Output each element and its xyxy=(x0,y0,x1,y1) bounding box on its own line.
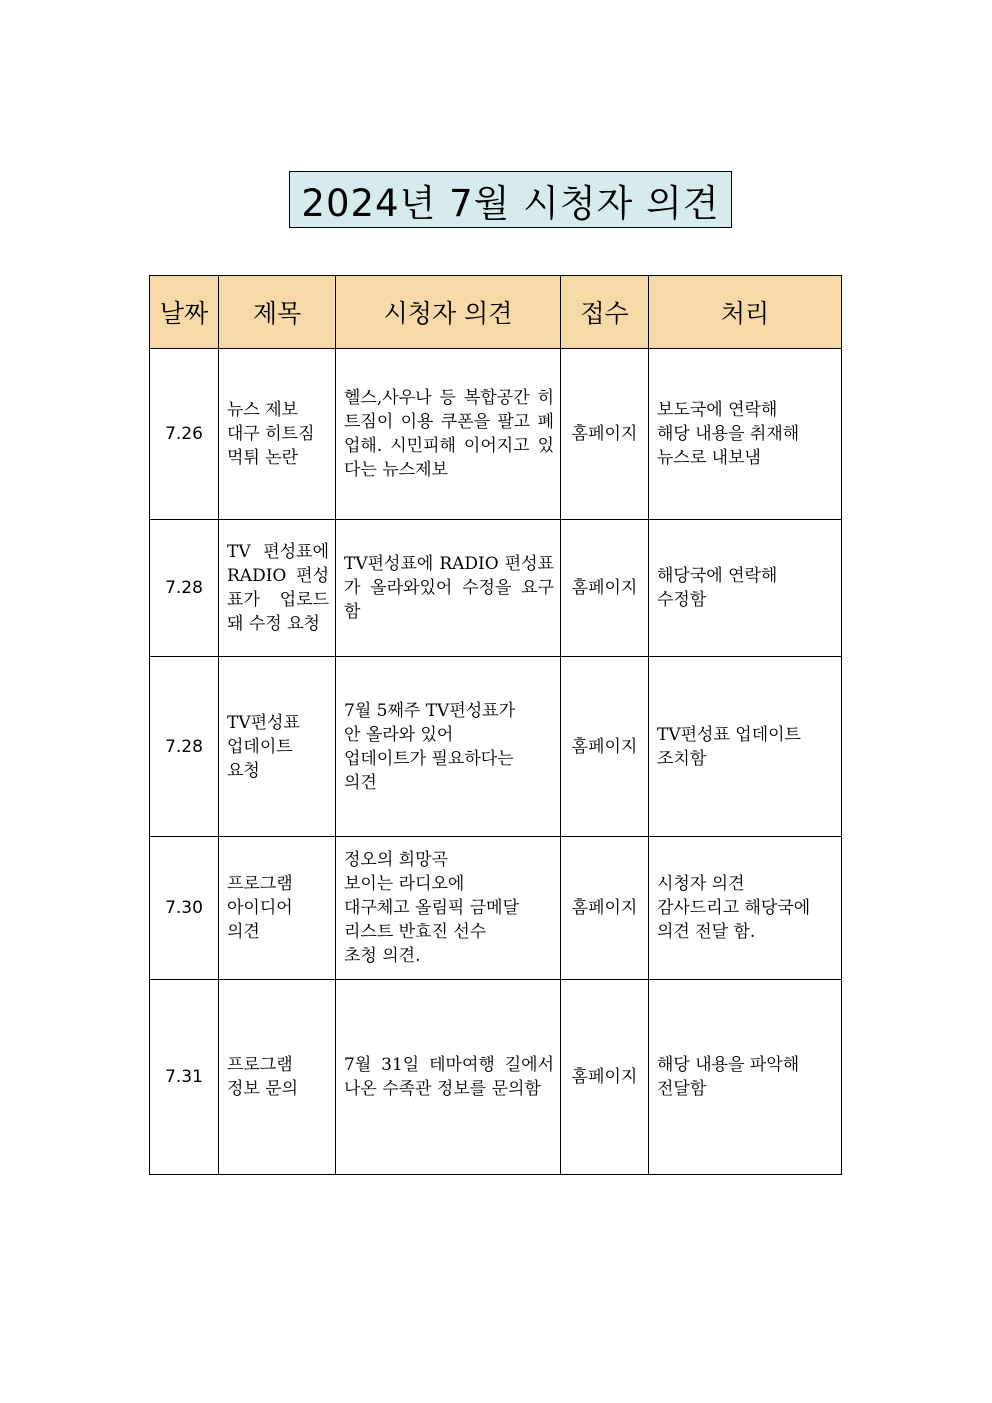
table-header-row xyxy=(150,276,842,349)
row-date: 7.30 xyxy=(150,837,219,980)
row-handling xyxy=(649,657,842,837)
row-subject-text: 프로그램 정보 문의 xyxy=(227,1055,299,1099)
header-handling: 처리 xyxy=(649,276,842,349)
row-opinion-text: 7월 5째주 TV편성표가 안 올라와 있어 업데이트가 필요하다는 의견 xyxy=(344,700,516,793)
row-receipt: 홈페이지 xyxy=(561,520,649,657)
row-opinion xyxy=(336,980,561,1175)
row-handling xyxy=(649,837,842,980)
row-handling xyxy=(649,980,842,1175)
row-receipt: 홈페이지 xyxy=(561,837,649,980)
row-subject xyxy=(219,837,336,980)
row-handling-text: 보도국에 연락해 해당 내용을 취재해 뉴스로 내보냄 xyxy=(657,400,800,468)
row-handling-text: 해당국에 연락해 수정함 xyxy=(657,566,778,610)
row-receipt: 홈페이지 xyxy=(561,980,649,1175)
table-row xyxy=(150,657,842,837)
row-opinion xyxy=(336,349,561,520)
row-subject-text: TV편성표 업데이트 요청 xyxy=(227,712,300,781)
row-handling xyxy=(649,520,842,657)
row-opinion-text: TV편성표에 RADIO 편성표가 올라와있어 수정을 요구함 xyxy=(344,554,554,622)
viewer-opinion-table xyxy=(149,275,842,1175)
row-opinion xyxy=(336,837,561,980)
row-handling xyxy=(649,349,842,520)
row-subject xyxy=(219,349,336,520)
row-opinion-text: 헬스,사우나 등 복합공간 히트짐이 이용 쿠폰을 팔고 폐업해. 시민피해 이어지고 있다는 뉴스제보 xyxy=(344,388,554,480)
row-receipt: 홈페이지 xyxy=(561,349,649,520)
row-receipt: 홈페이지 xyxy=(561,657,649,837)
row-subject xyxy=(219,980,336,1175)
table-row xyxy=(150,520,842,657)
table-row xyxy=(150,837,842,980)
header-opinion: 시청자 의견 xyxy=(336,276,561,349)
row-subject xyxy=(219,520,336,657)
row-date: 7.31 xyxy=(150,980,219,1175)
row-subject-text: 뉴스 제보 대구 히트짐 먹튀 논란 xyxy=(227,400,315,468)
header-receipt: 접수 xyxy=(561,276,649,349)
row-opinion-text: 7월 31일 테마여행 길에서 나온 수족관 정보를 문의함 xyxy=(344,1055,554,1099)
row-opinion xyxy=(336,520,561,657)
row-subject-text: 프로그램 아이디어 의견 xyxy=(227,874,293,942)
row-date: 7.28 xyxy=(150,520,219,657)
row-subject xyxy=(219,657,336,837)
row-handling-text: 해당 내용을 파악해 전달함 xyxy=(657,1055,800,1099)
row-date: 7.28 xyxy=(150,657,219,837)
table-row xyxy=(150,980,842,1175)
header-subject: 제목 xyxy=(219,276,336,349)
page-title: 2024년 7월 시청자 의견 xyxy=(289,171,732,228)
row-opinion xyxy=(336,657,561,837)
row-opinion-text: 정오의 희망곡 보이는 라디오에 대구체고 올림픽 금메달 리스트 반효진 선수 초청 의견. xyxy=(344,850,520,966)
row-handling-text: 시청자 의견 감사드리고 해당국에 의견 전달 함. xyxy=(657,874,811,942)
table-row xyxy=(150,349,842,520)
header-date: 날짜 xyxy=(150,276,219,349)
row-subject-text: TV 편성표에 RADIO 편성표가 업로드 돼 수정 요청 xyxy=(227,542,329,634)
row-date: 7.26 xyxy=(150,349,219,520)
row-handling-text: TV편성표 업데이트 조치함 xyxy=(657,724,801,769)
